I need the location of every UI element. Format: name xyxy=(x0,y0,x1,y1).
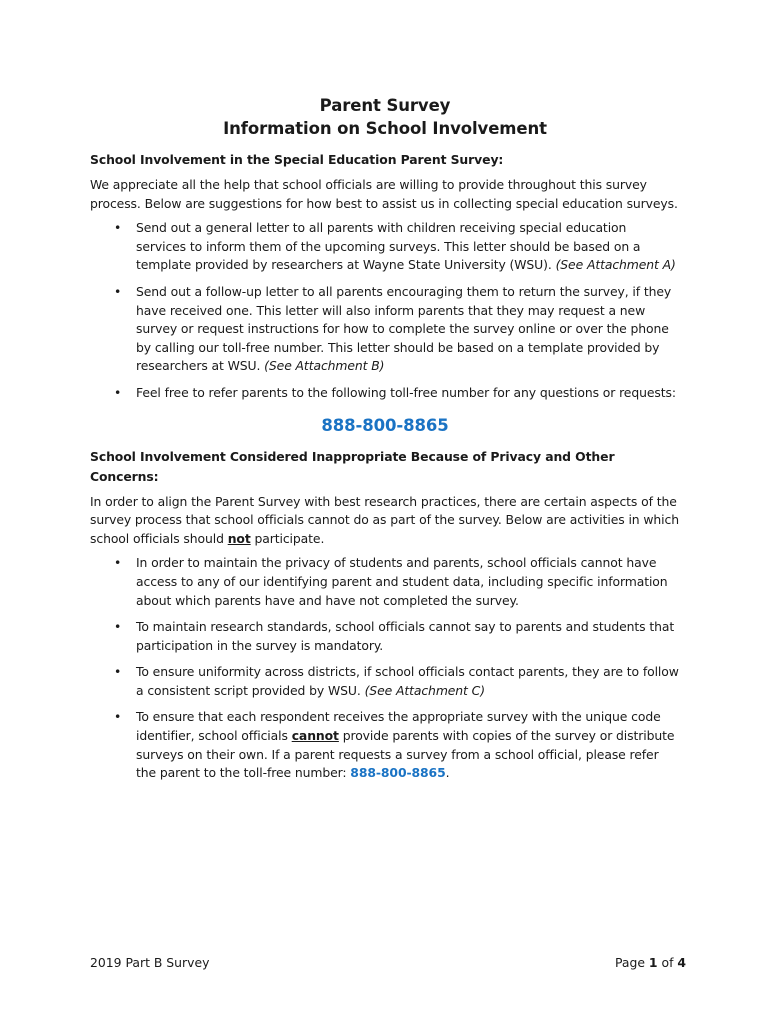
attachment-ref: (See Attachment A) xyxy=(555,257,676,273)
list-item xyxy=(90,384,680,403)
total-pages: 4 xyxy=(677,955,686,970)
bullet-icon: • xyxy=(114,220,122,236)
list-item xyxy=(90,219,680,275)
section1-intro: We appreciate all the help that school officials are willing to provide throughout this survey process. Below are suggestions for how best to assist us in collecting special education surveys. xyxy=(90,177,678,211)
section2-list xyxy=(90,554,680,783)
toll-free-number-inline: 888-800-8865 xyxy=(350,765,446,781)
bullet-icon: • xyxy=(114,664,122,680)
bullet-icon: • xyxy=(114,283,122,299)
document-page xyxy=(90,94,680,791)
item-text: Feel free to refer parents to the following toll-free number for any questions or requests: xyxy=(136,384,676,400)
emphasis-cannot: cannot xyxy=(291,728,339,744)
item-text: Send out a general letter to all parents with children receiving special education services to inform them of the upcoming surveys. This letter should be based on a template provided by researchers at Wayne State University (WSU). xyxy=(136,220,641,273)
item-text: In order to maintain the privacy of students and parents, school officials cannot have access to any of our identifying parent and student data, including specific information about which parents have and have not completed the survey. xyxy=(136,555,668,608)
attachment-ref: (See Attachment C) xyxy=(364,682,485,698)
bullet-icon: • xyxy=(114,709,122,725)
page-footer xyxy=(90,955,686,970)
page-label: Page xyxy=(614,955,649,970)
list-item xyxy=(90,283,680,376)
page-number xyxy=(615,955,686,970)
bullet-icon: • xyxy=(114,619,122,635)
of-label: of xyxy=(657,955,678,970)
intro-text-end: participate. xyxy=(250,530,325,546)
emphasis-not: not xyxy=(227,530,251,546)
footer-survey-name: 2019 Part B Survey xyxy=(90,955,210,970)
document-title xyxy=(90,94,680,140)
item-text-cont: provide parents with copies of the survey or distribute surveys on their own. If a parent requests a survey from a school official, please refer the parent to the toll-free number: xyxy=(136,728,675,781)
list-item xyxy=(90,618,680,655)
item-text-end: . xyxy=(445,765,450,781)
bullet-icon: • xyxy=(114,555,122,571)
item-text: Send out a follow-up letter to all parents encouraging them to return the survey, if they have received one. This letter will also inform parents that they may request a new survey or request instructions for how to complete the survey online or over the phone by calling our toll-free number. This letter should be based on a template provided by researchers at WSU. xyxy=(136,283,672,374)
list-item xyxy=(90,708,680,782)
current-page: 1 xyxy=(648,955,658,970)
item-text: To ensure that each respondent receives the appropriate survey with the unique code identifier, school officials xyxy=(136,709,661,744)
section2-heading: School Involvement Considered Inappropriate Because of Privacy and Other Concerns: xyxy=(90,448,615,484)
toll-free-number: 888-800-8865 xyxy=(321,415,449,435)
list-item xyxy=(90,663,680,700)
item-text: To ensure uniformity across districts, if school officials contact parents, they are to follow a consistent script provided by WSU. xyxy=(136,664,679,698)
title-line-1: Parent Survey xyxy=(319,96,451,115)
item-text: To maintain research standards, school officials cannot say to parents and students that participation in the survey is mandatory. xyxy=(136,619,675,653)
section1-heading: School Involvement in the Special Education Parent Survey: xyxy=(90,152,504,167)
attachment-ref: (See Attachment B) xyxy=(264,358,385,374)
section1-list xyxy=(90,219,680,402)
bullet-icon: • xyxy=(114,384,122,400)
section2-intro xyxy=(90,493,680,549)
intro-text: In order to align the Parent Survey with best research practices, there are certain aspects of the survey process that school officials cannot do as part of the survey. Below are activities in which school officials should xyxy=(90,493,679,546)
title-line-2: Information on School Involvement xyxy=(223,119,547,138)
list-item xyxy=(90,554,680,610)
